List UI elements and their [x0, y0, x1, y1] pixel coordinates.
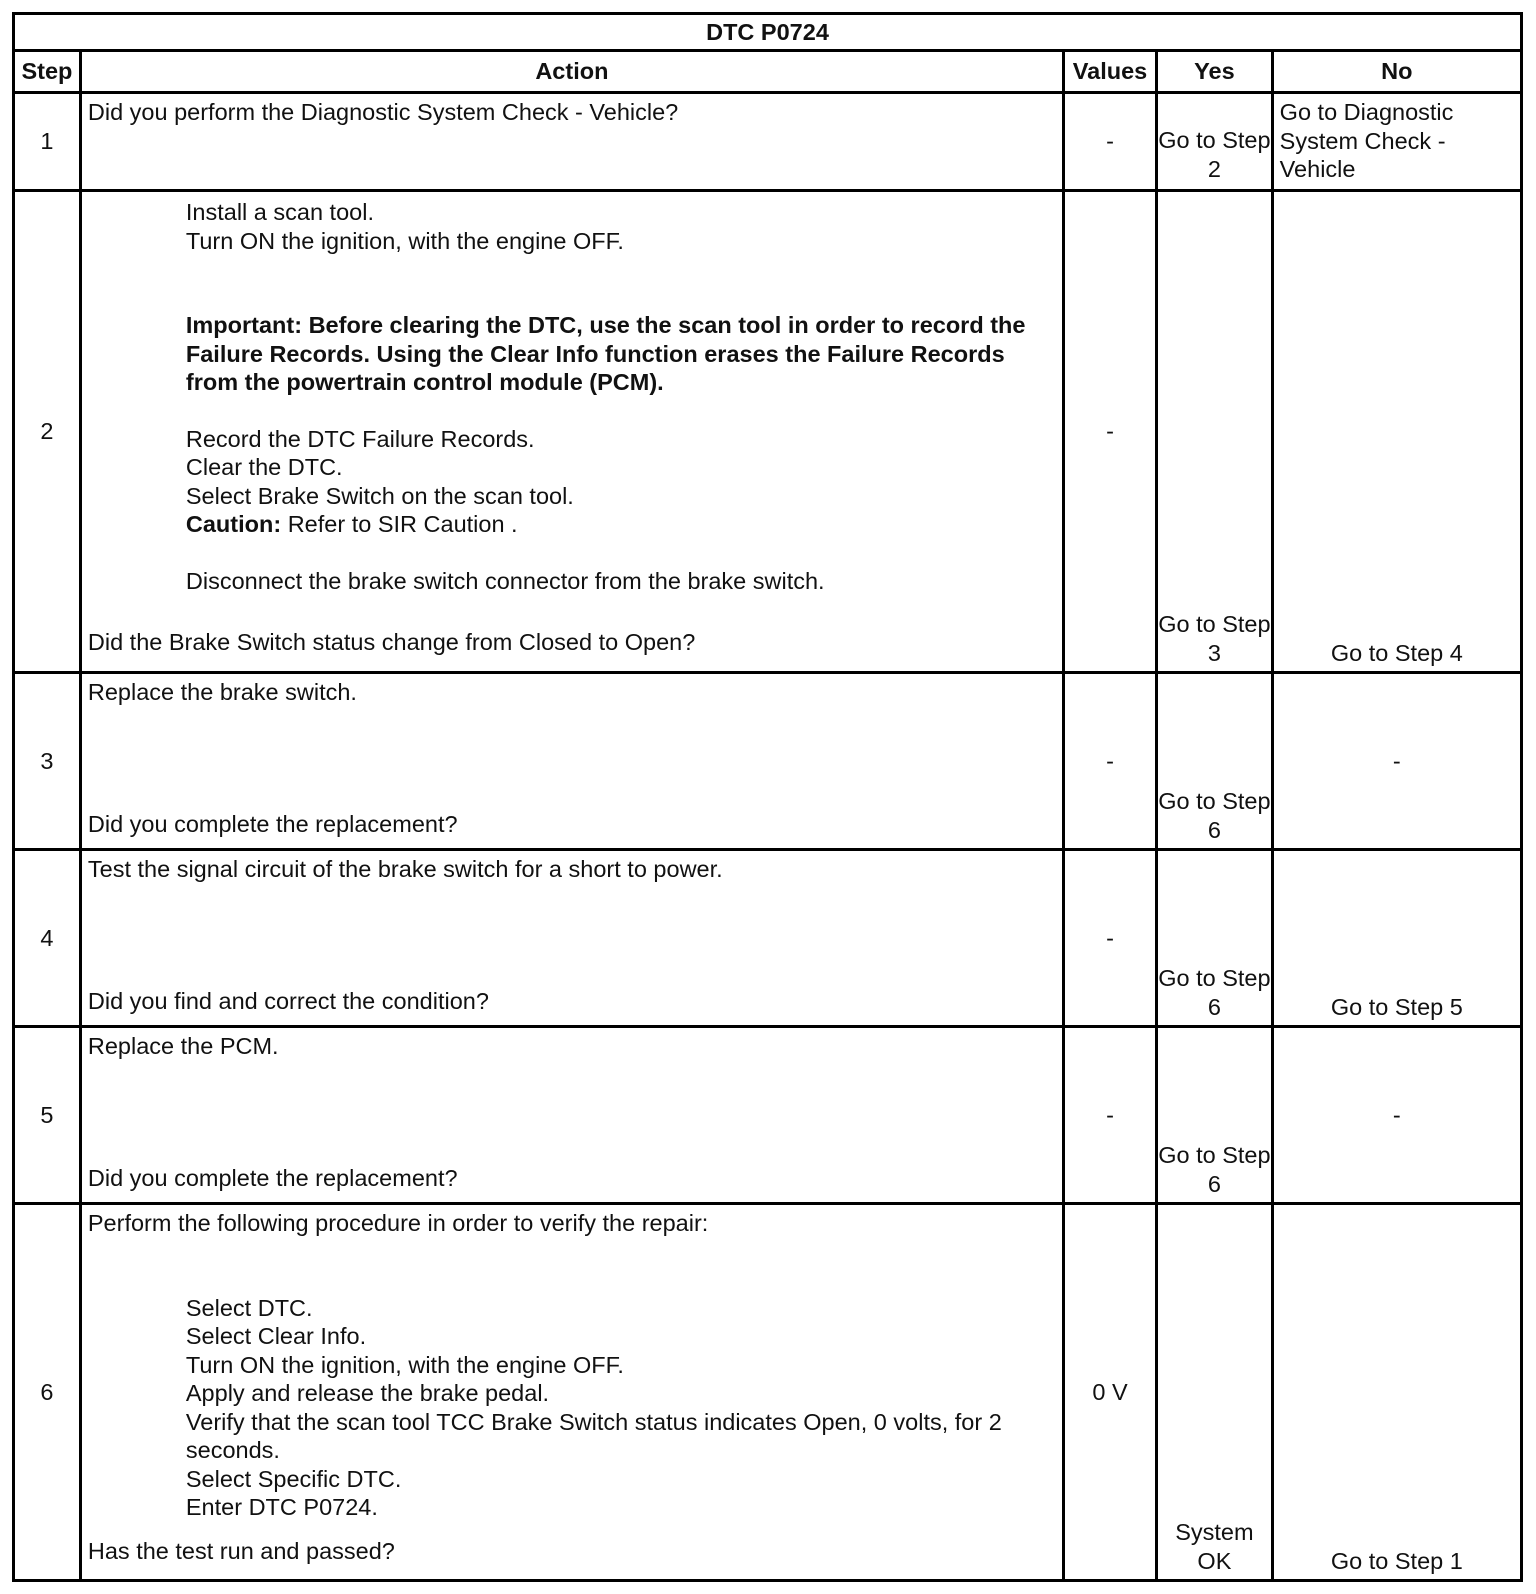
action-text: Replace the PCM. — [87, 1033, 279, 1060]
value-cell: - — [1063, 1027, 1156, 1204]
action-question: Did you find and correct the condition? — [87, 987, 489, 1014]
action-line: Turn ON the ignition, with the engine OFF. — [185, 1351, 624, 1378]
no-cell: Go to Step 4 — [1272, 191, 1521, 673]
important-note: Important: Before clearing the DTC, use the scan tool in order to record the Failure Records. Using the Clear Info function erases the Failure Records from the powertrain control module (PCM). — [185, 312, 1026, 396]
step-number: 2 — [14, 191, 81, 673]
action-line: Turn ON the ignition, with the engine OFF. — [185, 227, 624, 254]
action-line: Record the DTC Failure Records. — [185, 425, 535, 452]
no-cell: - — [1272, 673, 1521, 850]
action-text: Perform the following procedure in order to verify the repair: — [87, 1210, 709, 1237]
table-row — [14, 191, 1522, 673]
action-cell — [80, 1204, 1063, 1581]
action-line: Disconnect the brake switch connector from the brake switch. — [185, 567, 825, 594]
yes-cell: Go to Step 6 — [1157, 850, 1273, 1027]
action-line: Select Brake Switch on the scan tool. — [185, 482, 574, 509]
step-number: 5 — [14, 1027, 81, 1204]
table-row — [14, 673, 1522, 850]
caution-label: Caution: — [185, 511, 282, 538]
action-text: Did you perform the Diagnostic System Check - Vehicle? — [87, 99, 679, 126]
action-cell — [80, 191, 1063, 673]
action-cell — [80, 1027, 1063, 1204]
action-line: Select DTC. — [185, 1294, 313, 1321]
value-cell: - — [1063, 93, 1156, 191]
action-cell — [80, 850, 1063, 1027]
action-cell — [80, 93, 1063, 191]
yes-cell: System OK — [1157, 1204, 1273, 1581]
step-number: 4 — [14, 850, 81, 1027]
header-values: Values — [1063, 50, 1156, 93]
value-cell: - — [1063, 191, 1156, 673]
action-cell — [80, 673, 1063, 850]
yes-cell: Go to Step 3 — [1157, 191, 1273, 673]
action-question: Did the Brake Switch status change from Closed to Open? — [87, 628, 696, 655]
table-row — [14, 850, 1522, 1027]
header-action: Action — [80, 50, 1063, 93]
caution-line — [186, 510, 1058, 539]
action-question: Has the test run and passed? — [87, 1537, 395, 1564]
action-text: Test the signal circuit of the brake switch for a short to power. — [87, 856, 723, 883]
step-number: 1 — [14, 93, 81, 191]
header-yes: Yes — [1157, 50, 1273, 93]
table-row — [14, 1027, 1522, 1204]
yes-cell: Go to Step 6 — [1157, 1027, 1273, 1204]
table-row — [14, 1204, 1522, 1581]
yes-cell: Go to Step 2 — [1157, 93, 1273, 191]
value-cell: - — [1063, 673, 1156, 850]
header-no: No — [1272, 50, 1521, 93]
value-cell: 0 V — [1063, 1204, 1156, 1581]
action-line: Install a scan tool. — [185, 199, 374, 226]
action-text: Replace the brake switch. — [87, 679, 357, 706]
no-cell: Go to Step 1 — [1272, 1204, 1521, 1581]
action-question: Did you complete the replacement? — [87, 810, 458, 837]
step-number: 6 — [14, 1204, 81, 1581]
value-cell: - — [1063, 850, 1156, 1027]
action-line: Select Specific DTC. — [185, 1465, 402, 1492]
caution-text: Refer to SIR Caution . — [281, 511, 518, 538]
dtc-table — [12, 12, 1523, 1582]
action-line: Enter DTC P0724. — [185, 1494, 378, 1521]
header-step: Step — [14, 50, 81, 93]
action-line: Clear the DTC. — [185, 454, 343, 481]
action-question: Did you complete the replacement? — [87, 1164, 458, 1191]
no-cell: Go to Step 5 — [1272, 850, 1521, 1027]
action-line: Apply and release the brake pedal. — [185, 1380, 550, 1407]
action-line: Verify that the scan tool TCC Brake Switch status indicates Open, 0 volts, for 2 seconds. — [185, 1408, 1002, 1464]
action-line: Select Clear Info. — [185, 1323, 367, 1350]
no-cell: Go to Diagnostic System Check - Vehicle — [1272, 93, 1521, 191]
table-row — [14, 93, 1522, 191]
step-number: 3 — [14, 673, 81, 850]
table-title: DTC P0724 — [14, 14, 1522, 51]
no-cell: - — [1272, 1027, 1521, 1204]
diagnostic-table-document — [12, 12, 1523, 1582]
yes-cell: Go to Step 6 — [1157, 673, 1273, 850]
